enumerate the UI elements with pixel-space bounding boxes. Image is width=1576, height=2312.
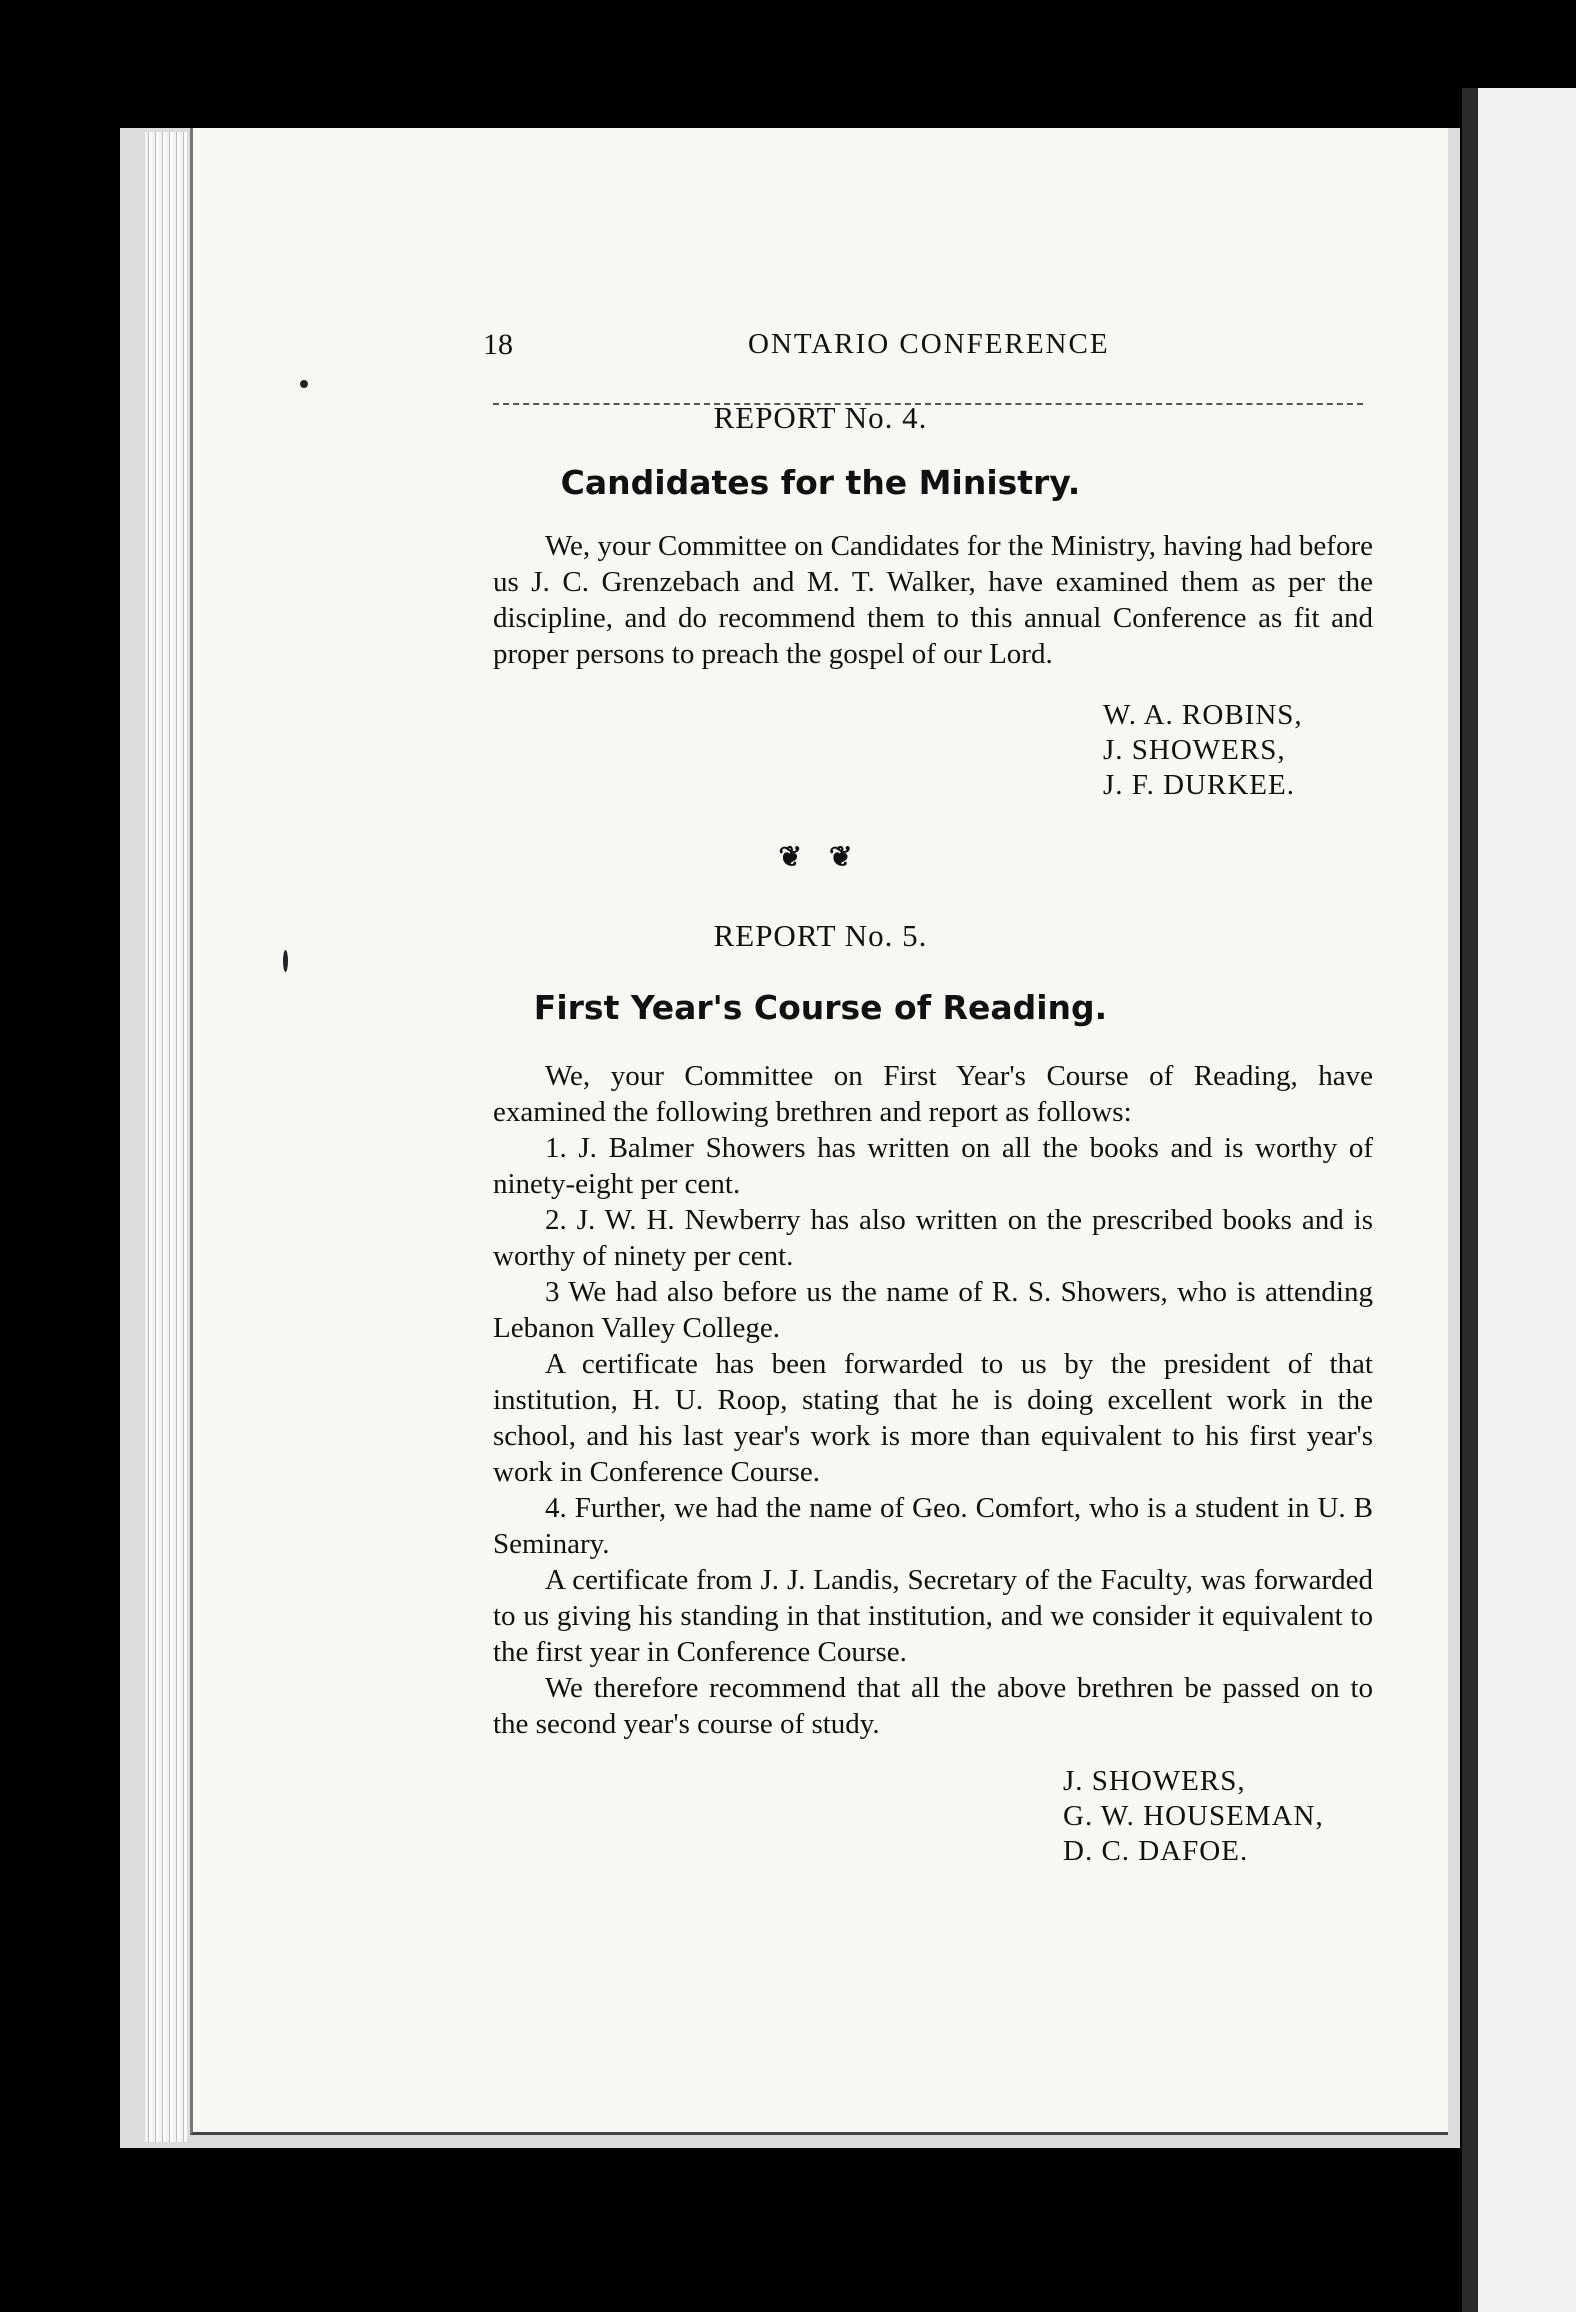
- report-5-paragraph: 1. J. Balmer Showers has written on all the books and is worthy of ninety-eight per cent.: [493, 1132, 1373, 1200]
- page-number: 18: [483, 328, 513, 361]
- report-5-paragraph: 4. Further, we had the name of Geo. Comfort, who is a student in U. B Seminary.: [493, 1492, 1373, 1560]
- report-4-title: Candidates for the Ministry.: [560, 463, 1081, 502]
- report-4-paragraph: We, your Committee on Candidates for the Ministry, having had before us J. C. Grenzebach and M. T. Walker, have examined them as per the discipline, and do recommend them to this annual Conference as fit and proper persons to preach the gospel of our Lord.: [493, 530, 1373, 670]
- report-5-signers: [1063, 1764, 1324, 1869]
- signer: J. SHOWERS,: [1103, 734, 1286, 766]
- report-5-title: First Year's Course of Reading.: [533, 988, 1108, 1027]
- report-5-number: REPORT No. 5.: [713, 918, 928, 953]
- section-ornament: ❦ ❦: [778, 842, 863, 873]
- signer: J. F. DURKEE.: [1103, 769, 1295, 801]
- book-page: [190, 128, 1448, 2135]
- report-4-signers: [1103, 698, 1303, 803]
- report-5-paragraph: We, your Committee on First Year's Course of Reading, have examined the following brethren and report as follows:: [493, 1060, 1373, 1128]
- ink-speck: [300, 380, 308, 388]
- running-head: ONTARIO CONFERENCE: [748, 328, 1110, 360]
- report-5-paragraph: A certificate has been forwarded to us by the president of that institution, H. U. Roop, stating that he is doing excellent work in the school, and his last year's work is more than equivalent to his first year's work in Conference Course.: [493, 1348, 1373, 1488]
- report-4-number: REPORT No. 4.: [713, 400, 928, 435]
- report-5-body: [493, 1058, 1373, 1742]
- report-5-paragraph: We therefore recommend that all the above brethren be passed on to the second year's course of study.: [493, 1672, 1373, 1740]
- report-5-paragraph: A certificate from J. J. Landis, Secretary of the Faculty, was forwarded to us giving his standing in that institution, and we consider it equivalent to the first year in Conference Course.: [493, 1564, 1373, 1668]
- signer: J. SHOWERS,: [1063, 1765, 1246, 1797]
- ink-speck: [283, 950, 288, 972]
- report-5-paragraph: 2. J. W. H. Newberry has also written on the prescribed books and is worthy of ninety per cent.: [493, 1204, 1373, 1272]
- right-leaf: [1478, 88, 1576, 2312]
- page-header: [193, 326, 1448, 386]
- report-4-body: [493, 528, 1373, 672]
- page-stack-left: [145, 132, 187, 2142]
- signer: D. C. DAFOE.: [1063, 1835, 1249, 1867]
- signer: W. A. ROBINS,: [1103, 699, 1303, 731]
- signer: G. W. HOUSEMAN,: [1063, 1800, 1324, 1832]
- report-5-paragraph: 3 We had also before us the name of R. S. Showers, who is attending Lebanon Valley College.: [493, 1276, 1373, 1344]
